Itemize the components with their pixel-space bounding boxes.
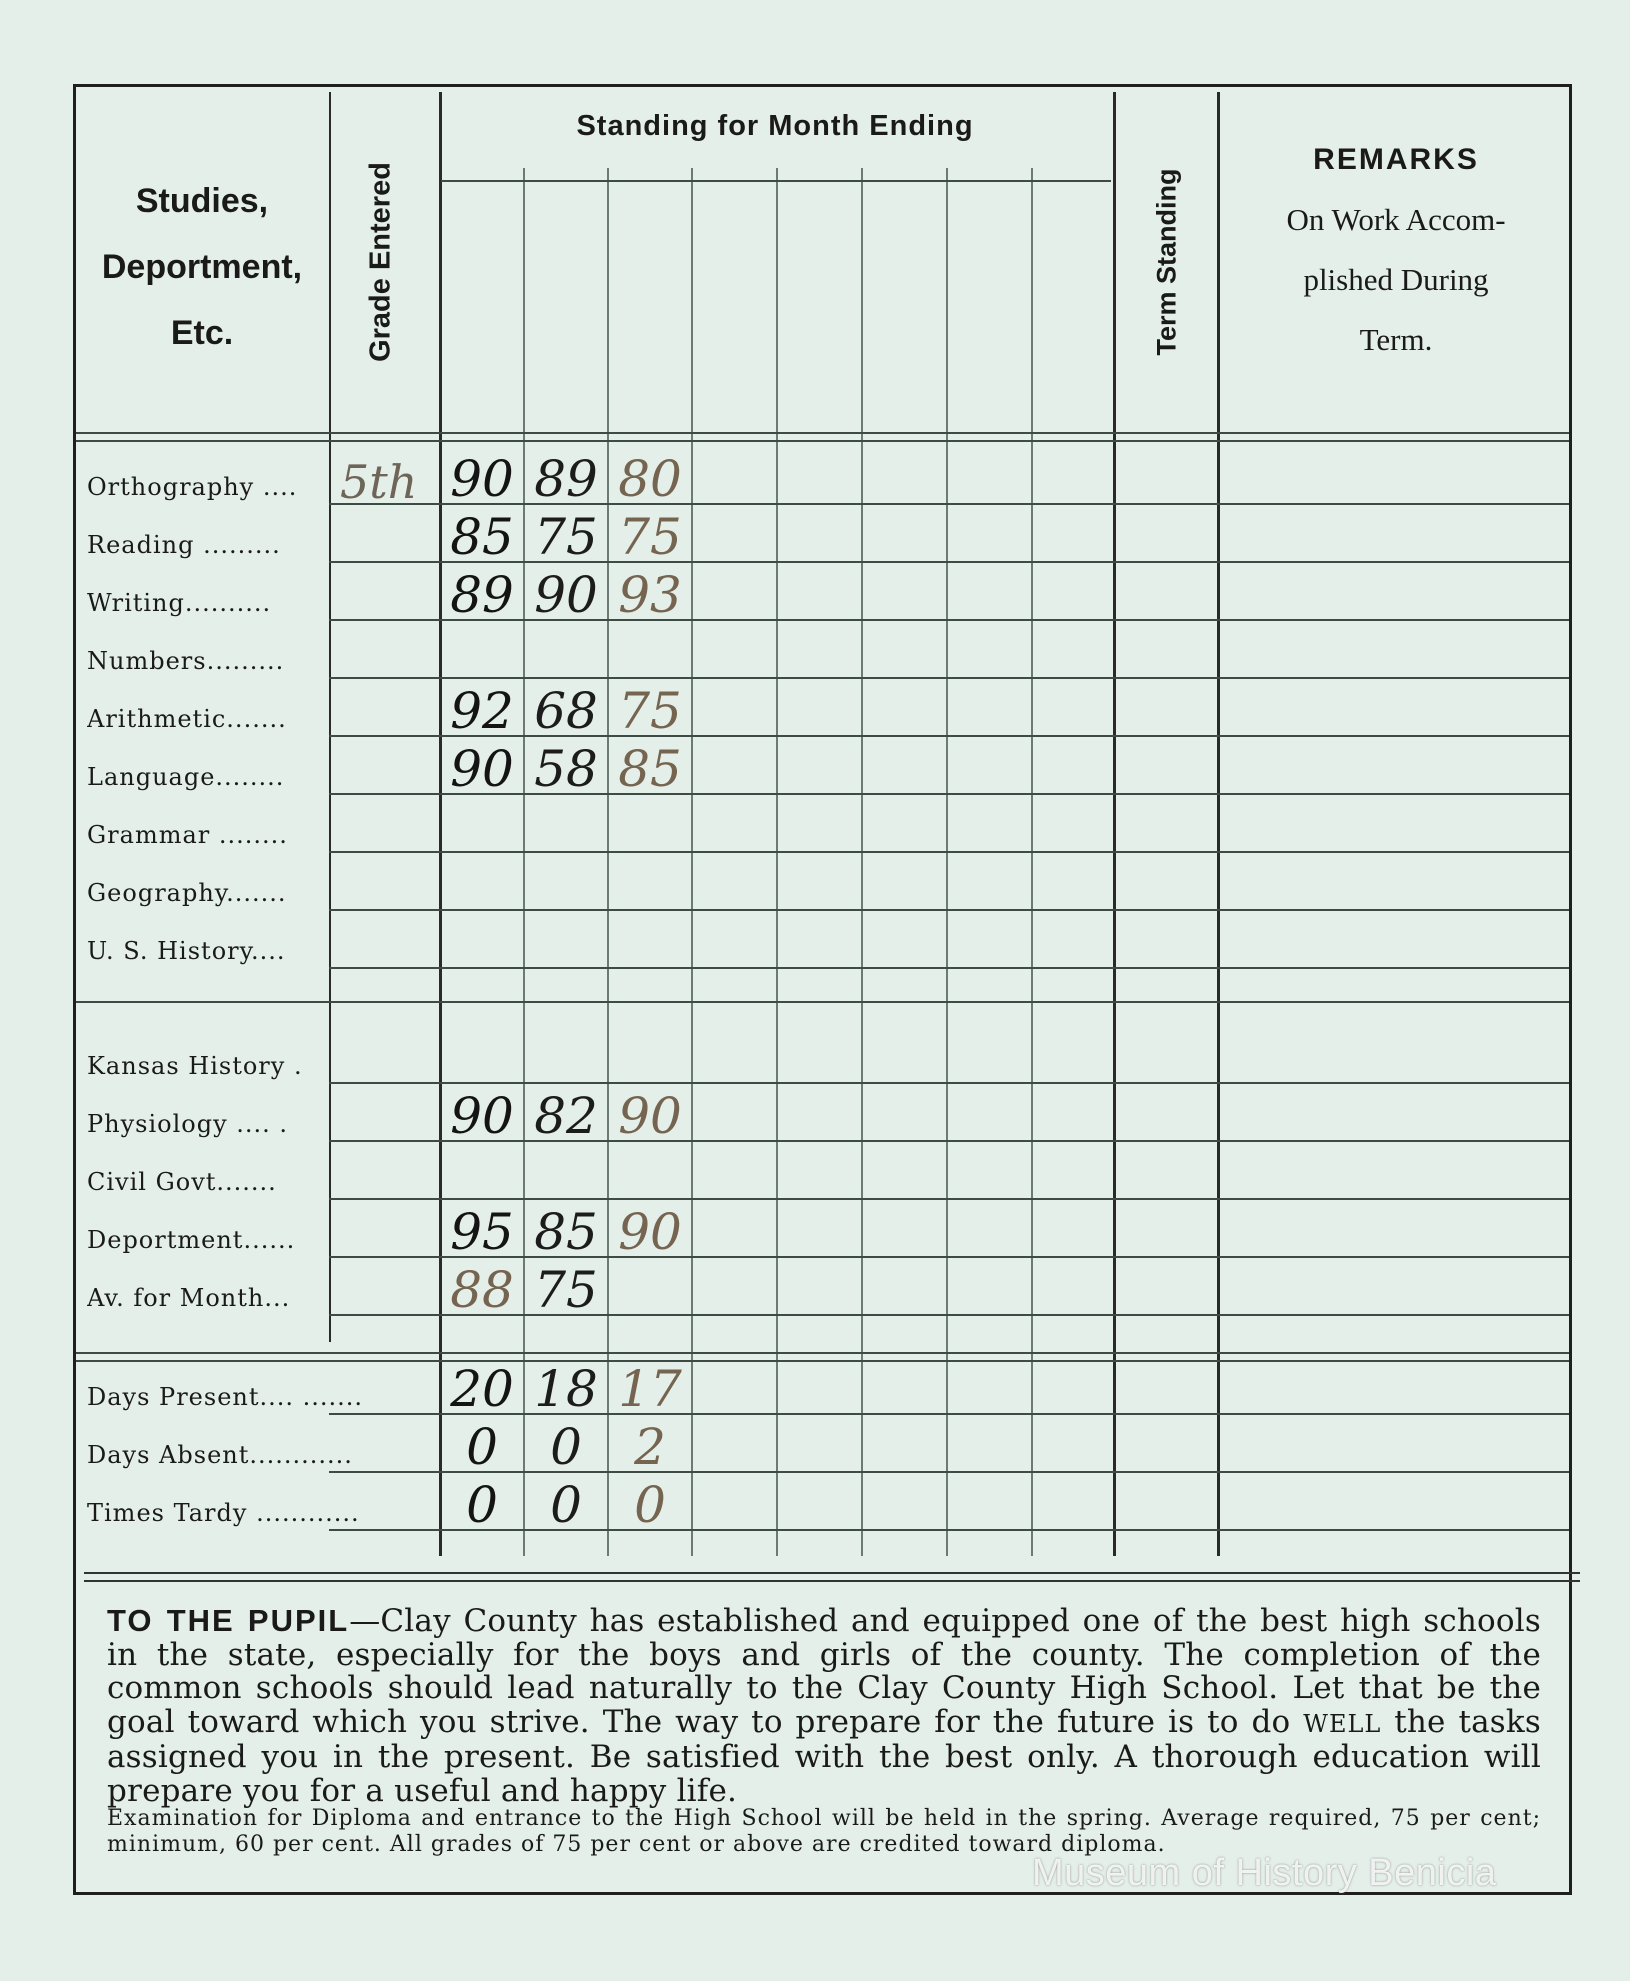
remarks-line-2: plished During [1303,262,1489,297]
studies-header [78,168,326,366]
month-2-grade: 85 [534,1203,598,1261]
month-1-grade: 90 [450,740,514,798]
month-2-grade: 18 [534,1360,598,1418]
month-1-grade: 88 [450,1261,514,1319]
row-rule [329,967,1569,969]
row-label: Numbers......... [87,647,285,675]
month-1-grade: 95 [450,1203,514,1261]
grade-entered-value: 5th [340,455,418,509]
rule-header-bottom-2 [76,440,1569,442]
museum-watermark: Museum of History Benicia [1032,1852,1497,1894]
row-rule [329,1198,1569,1200]
month-2-grade: 90 [534,566,598,624]
month-3-grade: 75 [618,682,682,740]
remarks-line-1: On Work Accom- [1286,202,1506,237]
rule-standing-under [441,180,1111,182]
remarks-line-3: Term. [1359,322,1433,357]
month-1-grade: 20 [450,1360,514,1418]
month-1-grade: 90 [450,450,514,508]
row-label: Times Tardy ............ [87,1499,360,1527]
term-standing-header: Term Standing [1151,168,1182,356]
month-3-grade: 93 [618,566,682,624]
row-label: Civil Govt....... [87,1168,277,1196]
row-label: Writing.......... [87,589,272,617]
rule-section-2a [76,1352,1569,1354]
row-label: Reading ......... [87,531,281,559]
rule-term-right [1217,92,1220,1556]
month-3-grade: 2 [634,1418,666,1476]
pupil-notice-text-b: the tasks assigned you in the present. Be satisfied with the best only. A thorough education will prepare you for a useful and happy life. [107,1703,1541,1809]
row-label: Language........ [87,763,285,791]
month-2-grade: 75 [534,508,598,566]
pupil-notice-lead: TO THE PUPIL [107,1603,350,1638]
remarks-header [1222,130,1570,370]
exam-notice: Examination for Diploma and entrance to the High School will be held in the spring. Average required, 75 per cent; minimum, 60 per cent. All grades of 75 per cent or above are credited toward diploma. [107,1806,1541,1857]
row-rule [329,909,1569,911]
row-label: Kansas History . [87,1052,303,1080]
row-rule [329,677,1569,679]
rule-header-bottom-1 [76,432,1569,434]
grade-entered-header: Grade Entered [364,162,397,362]
pupil-notice [107,1604,1541,1808]
month-1-grade: 92 [450,682,514,740]
row-label: Geography....... [87,879,287,907]
month-2-grade: 0 [550,1418,582,1476]
month-3-grade: 90 [618,1087,682,1145]
month-1-grade: 0 [466,1476,498,1534]
month-1-grade: 0 [466,1418,498,1476]
month-2-grade: 75 [534,1261,598,1319]
rule-month-6 [946,168,948,1556]
rule-footer-top-2 [84,1580,1580,1582]
row-label: Days Present.... ....... [87,1383,364,1411]
rule-month-4 [776,168,778,1556]
row-label: Deportment...... [87,1226,296,1254]
row-label: Grammar ........ [87,821,288,849]
month-3-grade: 90 [618,1203,682,1261]
rule-month-5 [861,168,863,1556]
row-label: Arithmetic....... [87,705,287,733]
row-label: Orthography .... [87,473,298,501]
studies-header-line-3: Etc. [170,314,234,352]
rule-section-2b [76,1360,1569,1362]
remarks-title: REMARKS [1313,143,1479,176]
rule-grade-right [439,92,442,1556]
row-label: U. S. History.... [87,937,286,965]
month-1-grade: 89 [450,566,514,624]
month-1-grade: 85 [450,508,514,566]
month-3-grade: 17 [618,1360,682,1418]
row-rule [329,851,1569,853]
rule-month-7 [1031,168,1033,1556]
rule-section-1 [76,1001,1569,1003]
rule-month-2 [607,168,609,1556]
rule-month-1 [523,168,525,1556]
month-3-grade: 85 [618,740,682,798]
row-rule [329,1082,1569,1084]
month-2-grade: 82 [534,1087,598,1145]
month-3-grade: 0 [634,1476,666,1534]
month-2-grade: 0 [550,1476,582,1534]
standing-header: Standing for Month Ending [576,110,974,142]
rule-footer-top-1 [84,1572,1580,1574]
rule-month-3 [691,168,693,1556]
month-2-grade: 89 [534,450,598,508]
rule-term-left [1113,92,1116,1556]
studies-header-line-2: Deportment, [101,248,303,286]
row-label: Physiology .... . [87,1110,289,1138]
pupil-notice-well: WELL [1303,1709,1382,1738]
studies-header-line-1: Studies, [135,182,269,220]
month-2-grade: 68 [534,682,598,740]
row-label: Av. for Month... [87,1284,291,1312]
month-3-grade: 75 [618,508,682,566]
row-label: Days Absent............ [87,1441,353,1469]
pupil-notice-text-a: —Clay County has established and equipped one of the best high schools in the state, especially for the boys and girls of the county. The completion of the common schools should lead naturally to the Clay County High School. Let that be the goal toward which you strive. The way to prepare for the future is to do [107,1603,1541,1740]
month-3-grade: 80 [618,450,682,508]
month-1-grade: 90 [450,1087,514,1145]
month-2-grade: 58 [534,740,598,798]
